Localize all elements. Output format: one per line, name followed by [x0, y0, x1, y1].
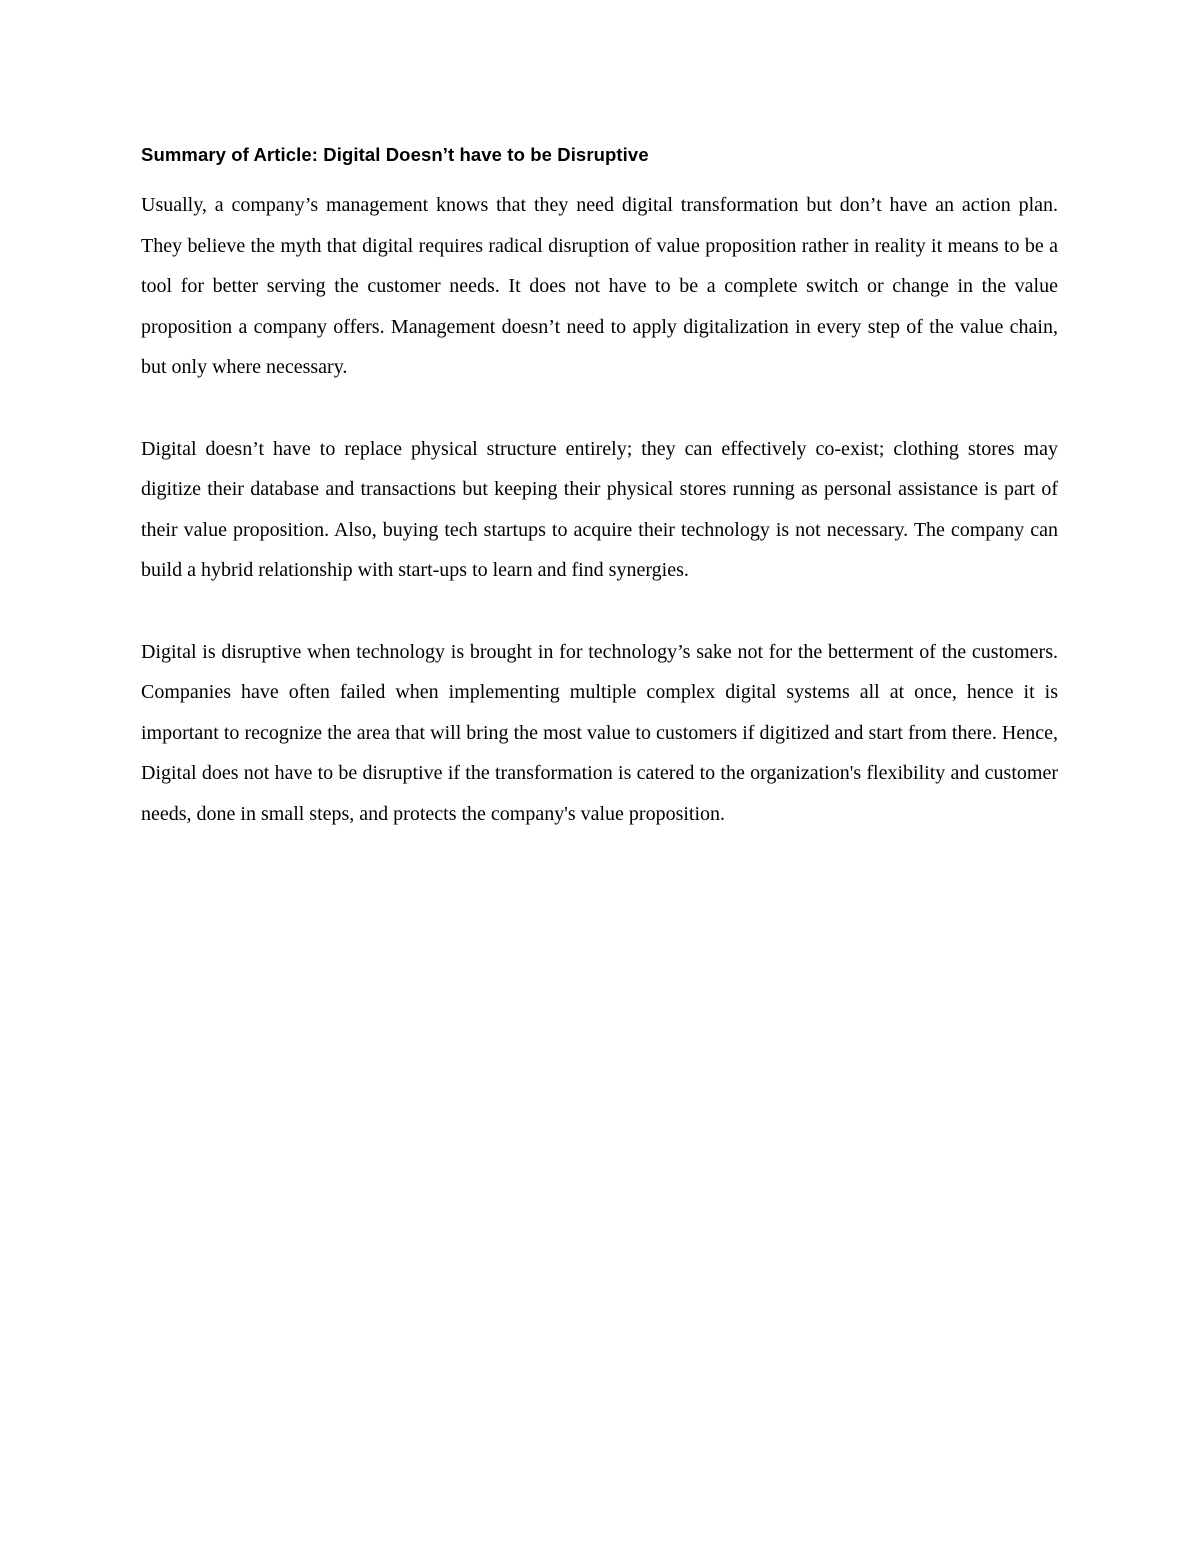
paragraph-1: Usually, a company’s management knows that they need digital transformation but don’t have an action plan. They believe the myth that digital requires radical disruption of value proposition rather in reality it means to be a tool for better serving the customer needs. It does not have to be a complete switch or change in the value proposition a company offers. Management doesn’t need to apply digitalization in every step of the value chain, but only where necessary.: [141, 194, 1058, 379]
document-title: Summary of Article: Digital Doesn’t have to be Disruptive: [141, 144, 649, 165]
paragraph-2: Digital doesn’t have to replace physical structure entirely; they can effectively co-exist; clothing stores may digitize their database and transactions but keeping their physical stores running as personal assistance is part of their value proposition. Also, buying tech startups to acquire their technology is not necessary. The company can build a hybrid relationship with start-ups to learn and find synergies.: [141, 437, 1058, 582]
paragraph-3: Digital is disruptive when technology is brought in for technology’s sake not for the betterment of the customers. Companies have often failed when implementing multiple complex digital systems all at once, hence it is important to recognize the area that will bring the most value to customers if digitized and start from there. Hence, Digital does not have to be disruptive if the transformation is catered to the organization's flexibility and customer needs, done in small steps, and protects the company's value proposition.: [141, 640, 1058, 825]
document-body: [141, 141, 1058, 835]
